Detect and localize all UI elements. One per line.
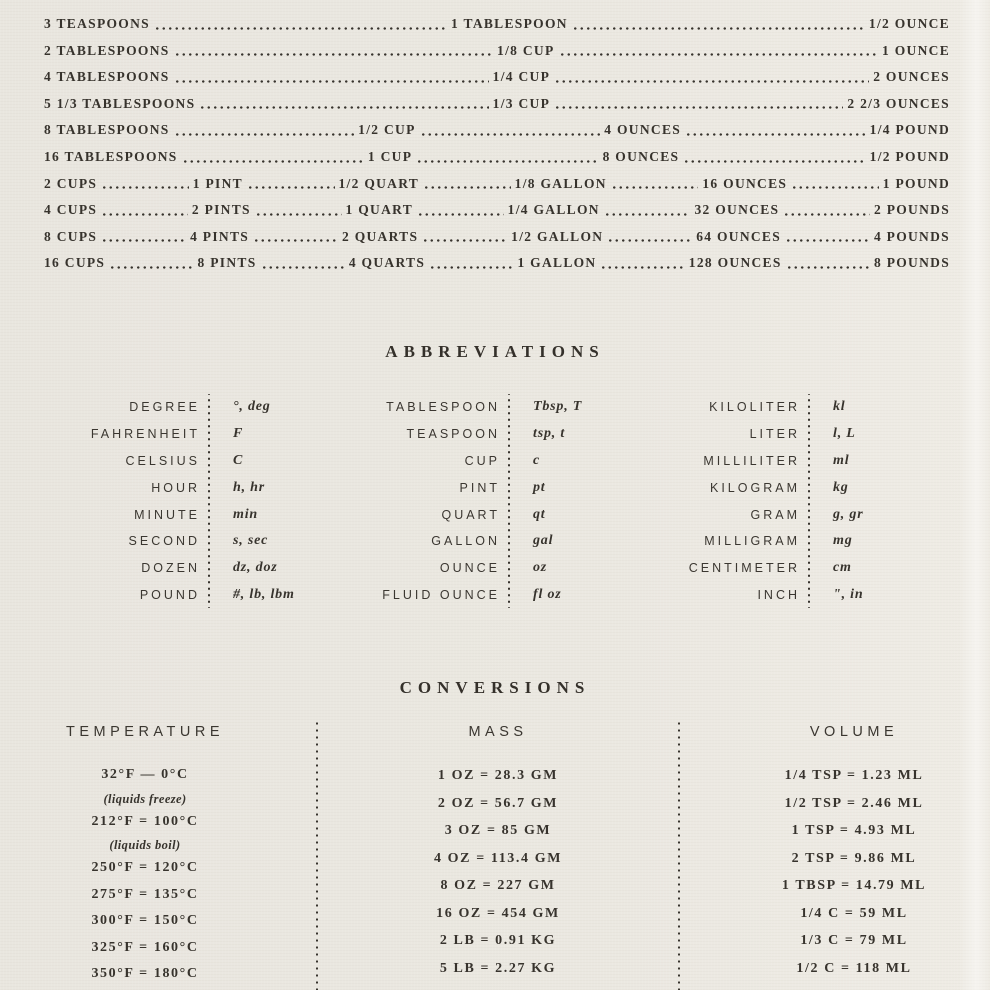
equivalents-cell: 8 POUNDS — [873, 255, 950, 271]
abbreviation-value: fl oz — [533, 586, 562, 602]
abbreviation-value: g, gr — [833, 506, 864, 522]
conversion-entry: 3 OZ = 85 GM — [444, 823, 552, 839]
equivalents-cell: 16 TABLESPOONS — [44, 149, 178, 165]
conversion-entry: 1/2 TSP = 2.46 ML — [784, 795, 924, 811]
dot-leader — [423, 186, 511, 189]
dot-leader — [101, 239, 186, 242]
equivalents-row — [44, 249, 950, 276]
equivalents-cell: 2 CUPS — [44, 175, 98, 191]
abbreviation-value: s, sec — [233, 533, 269, 549]
dotted-divider — [808, 394, 810, 608]
dot-leader — [416, 160, 598, 163]
abbreviations-column-1 — [60, 394, 334, 608]
equivalents-cell: 1 GALLON — [517, 255, 597, 271]
dot-leader — [685, 133, 866, 136]
abbreviation-value: pt — [533, 479, 546, 495]
dot-leader — [174, 133, 355, 136]
abbreviation-term: SECOND — [128, 534, 200, 549]
conversions-column-temperature — [0, 722, 316, 990]
conversion-entry: 350°F = 180°C — [91, 966, 199, 982]
dot-leader — [786, 266, 870, 269]
dot-leader — [572, 27, 865, 30]
conversion-category-title: TEMPERATURE — [66, 724, 224, 741]
equivalents-cell: 128 OUNCES — [688, 255, 782, 271]
abbreviation-term: CUP — [464, 453, 500, 468]
abbreviation-value: qt — [533, 506, 546, 522]
equivalents-cell: 1/2 QUART — [338, 175, 420, 191]
abbreviation-value: #, lb, lbm — [233, 586, 295, 602]
abbreviation-value: h, hr — [233, 479, 266, 495]
abbreviation-term: HOUR — [151, 480, 200, 495]
equivalents-cell: 1/4 GALLON — [507, 202, 600, 218]
equivalents-cell: 1 TABLESPOON — [451, 16, 568, 32]
dot-leader — [174, 80, 489, 83]
equivalents-row — [44, 170, 950, 197]
abbreviations-grid — [60, 394, 934, 608]
conversion-entry: 1/3 C = 79 ML — [800, 933, 908, 949]
abbreviation-value: cm — [833, 560, 852, 576]
conversion-entry: 8 OZ = 227 GM — [440, 878, 556, 894]
abbreviation-value: C — [233, 452, 244, 468]
abbreviation-value: c — [533, 452, 541, 468]
equivalents-cell: 8 PINTS — [197, 255, 257, 271]
equivalents-cell: 1/2 CUP — [358, 122, 416, 138]
conversion-note: (liquids freeze) — [103, 791, 187, 806]
conversion-entry: 250°F = 120°C — [91, 860, 199, 876]
abbreviation-term: QUART — [441, 507, 500, 522]
equivalents-cell: 2 POUNDS — [873, 202, 950, 218]
conversions-column-volume — [680, 722, 990, 990]
equivalents-cell: 2 TABLESPOONS — [44, 42, 170, 58]
dot-leader — [422, 239, 507, 242]
dot-leader — [783, 213, 870, 216]
abbreviations-column-2 — [360, 394, 634, 608]
equivalents-cell: 1/3 CUP — [492, 95, 551, 111]
dotted-divider — [508, 394, 510, 608]
dot-leader — [554, 106, 843, 109]
conversion-entry: 275°F = 135°C — [91, 886, 199, 902]
equivalents-cell: 1/2 GALLON — [511, 228, 604, 244]
abbreviation-term: KILOLITER — [709, 400, 800, 415]
equivalents-cell: 1/8 GALLON — [514, 175, 607, 191]
abbreviation-value: min — [233, 506, 258, 522]
dot-leader — [182, 160, 364, 163]
dot-leader — [253, 239, 338, 242]
dot-leader — [199, 106, 488, 109]
abbreviation-term: KILOGRAM — [710, 480, 800, 495]
equivalents-row — [44, 10, 950, 37]
abbreviation-value: l, L — [833, 426, 856, 442]
abbreviation-term: CENTIMETER — [688, 561, 800, 576]
equivalents-cell: 3 TEASPOONS — [44, 16, 150, 32]
dot-leader — [683, 160, 865, 163]
dot-leader — [247, 186, 335, 189]
abbreviation-term: CELSIUS — [125, 453, 200, 468]
abbreviations-title: ABBREVIATIONS — [385, 341, 605, 361]
dot-leader — [611, 186, 699, 189]
conversion-entry: 2 OZ = 56.7 GM — [437, 795, 559, 811]
abbreviation-term: GRAM — [750, 507, 800, 522]
equivalents-cell: 4 OUNCES — [604, 122, 682, 138]
equivalents-cell: 4 TABLESPOONS — [44, 69, 170, 85]
abbreviation-value: mg — [833, 533, 853, 549]
conversion-entry: 4 OZ = 113.4 GM — [433, 850, 563, 866]
abbreviation-term: MILLIGRAM — [704, 534, 800, 549]
equivalents-cell: 8 CUPS — [44, 228, 98, 244]
abbreviation-value: ml — [833, 452, 850, 468]
abbreviation-value: Tbsp, T — [533, 399, 583, 415]
abbreviation-term: POUND — [139, 587, 200, 602]
equivalents-cell: 4 CUPS — [44, 202, 98, 218]
equivalents-row — [44, 143, 950, 170]
equivalents-cell: 5 1/3 TABLESPOONS — [44, 95, 196, 111]
conversion-note: (liquids boil) — [109, 838, 181, 853]
conversion-entry: 32°F — 0°C — [101, 767, 189, 783]
conversion-entry: 1 OZ = 28.3 GM — [437, 768, 559, 784]
dot-leader — [101, 186, 189, 189]
conversions-grid — [0, 722, 990, 990]
equivalents-cell: 2 2/3 OUNCES — [847, 95, 950, 111]
conversion-entry: 2 LB = 0.91 KG — [439, 933, 557, 949]
dot-leader — [604, 213, 691, 216]
dot-leader — [791, 186, 879, 189]
dot-leader — [607, 239, 692, 242]
conversion-entry: 5 LB = 2.27 KG — [439, 960, 557, 976]
equivalents-cell: 4 PINTS — [190, 228, 250, 244]
equivalents-cell: 1 QUART — [345, 202, 414, 218]
equivalents-row — [44, 196, 950, 223]
equivalents-cell: 8 OUNCES — [602, 149, 680, 165]
abbreviation-value: kl — [833, 399, 846, 415]
dot-leader — [420, 133, 601, 136]
equivalents-cell: 8 TABLESPOONS — [44, 122, 170, 138]
equivalents-cell: 1/2 OUNCE — [868, 16, 950, 32]
equivalents-cell: 2 QUARTS — [341, 228, 419, 244]
equivalents-cell: 16 OUNCES — [702, 175, 788, 191]
abbreviations-column-3 — [660, 394, 934, 608]
equivalents-cell: 4 QUARTS — [348, 255, 426, 271]
conversion-entry: 16 OZ = 454 GM — [436, 905, 560, 921]
abbreviation-value: tsp, t — [533, 426, 566, 442]
dot-leader — [554, 80, 869, 83]
abbreviation-term: OUNCE — [439, 561, 500, 576]
dot-leader — [101, 213, 188, 216]
equivalents-cell: 1/4 CUP — [492, 69, 551, 85]
conversions-column-mass — [318, 722, 678, 990]
abbreviation-value: dz, doz — [233, 560, 278, 576]
conversion-entry: 212°F = 100°C — [91, 813, 199, 829]
abbreviation-term: FAHRENHEIT — [90, 427, 200, 442]
conversion-entry: 300°F = 150°C — [91, 913, 199, 929]
conversions-title: CONVERSIONS — [399, 678, 591, 698]
conversion-entry: 2 TSP = 9.86 ML — [791, 850, 917, 866]
conversion-entry: 1/2 C = 118 ML — [796, 960, 912, 976]
equivalents-cell: 2 OUNCES — [873, 69, 950, 85]
abbreviation-term: GALLON — [431, 534, 500, 549]
equivalents-cell: 4 POUNDS — [873, 228, 950, 244]
equivalents-cell: 32 OUNCES — [694, 202, 780, 218]
abbreviation-term: DOZEN — [141, 561, 200, 576]
abbreviation-term: TABLESPOON — [386, 400, 500, 415]
equivalents-cell: 64 OUNCES — [696, 228, 782, 244]
equivalents-cell: 16 CUPS — [44, 255, 106, 271]
abbreviation-term: LITER — [749, 427, 800, 442]
conversion-entry: 325°F = 160°C — [91, 939, 199, 955]
abbreviation-term: TEASPOON — [406, 427, 500, 442]
equivalents-cell: 1 POUND — [882, 175, 951, 191]
equivalents-row — [44, 223, 950, 250]
dot-leader — [154, 27, 447, 30]
equivalents-cell: 2 PINTS — [191, 202, 251, 218]
abbreviation-value: gal — [533, 533, 554, 549]
equivalents-row — [44, 63, 950, 90]
equivalents-cell: 1/8 CUP — [497, 42, 555, 58]
abbreviation-term: FLUID OUNCE — [382, 587, 500, 602]
conversion-entry: 1/4 C = 59 ML — [800, 905, 908, 921]
abbreviation-value: ", in — [833, 586, 864, 602]
conversion-category-title: MASS — [468, 724, 528, 741]
equivalents-row — [44, 116, 950, 143]
abbreviation-value: oz — [533, 560, 548, 576]
abbreviation-term: MINUTE — [134, 507, 200, 522]
equivalents-row — [44, 37, 950, 64]
abbreviation-value: kg — [833, 479, 849, 495]
dot-leader — [417, 213, 504, 216]
dotted-divider — [208, 394, 210, 608]
abbreviation-term: INCH — [757, 587, 800, 602]
abbreviation-value: °, deg — [233, 399, 271, 415]
dot-leader — [174, 53, 493, 56]
conversion-entry: 1 TSP = 4.93 ML — [791, 823, 917, 839]
dot-leader — [429, 266, 513, 269]
dot-leader — [255, 213, 342, 216]
dot-leader — [785, 239, 870, 242]
dot-leader — [109, 266, 193, 269]
equivalents-cell: 1 CUP — [367, 149, 413, 165]
equivalents-cell: 1/2 POUND — [869, 149, 950, 165]
abbreviation-term: MILLILITER — [703, 453, 800, 468]
equivalents-table — [0, 0, 990, 276]
equivalents-row — [44, 90, 950, 117]
dot-leader — [261, 266, 345, 269]
equivalents-cell: 1 OUNCE — [882, 42, 950, 58]
abbreviation-term: PINT — [459, 480, 500, 495]
conversion-entry: 1/4 TSP = 1.23 ML — [784, 768, 924, 784]
conversion-category-title: VOLUME — [809, 724, 899, 741]
equivalents-cell: 1 PINT — [192, 175, 243, 191]
conversion-entry: 1 TBSP = 14.79 ML — [781, 878, 927, 894]
dot-leader — [559, 53, 878, 56]
equivalents-cell: 1/4 POUND — [869, 122, 950, 138]
abbreviation-value: F — [233, 426, 244, 442]
dot-leader — [600, 266, 684, 269]
abbreviation-term: DEGREE — [129, 400, 200, 415]
